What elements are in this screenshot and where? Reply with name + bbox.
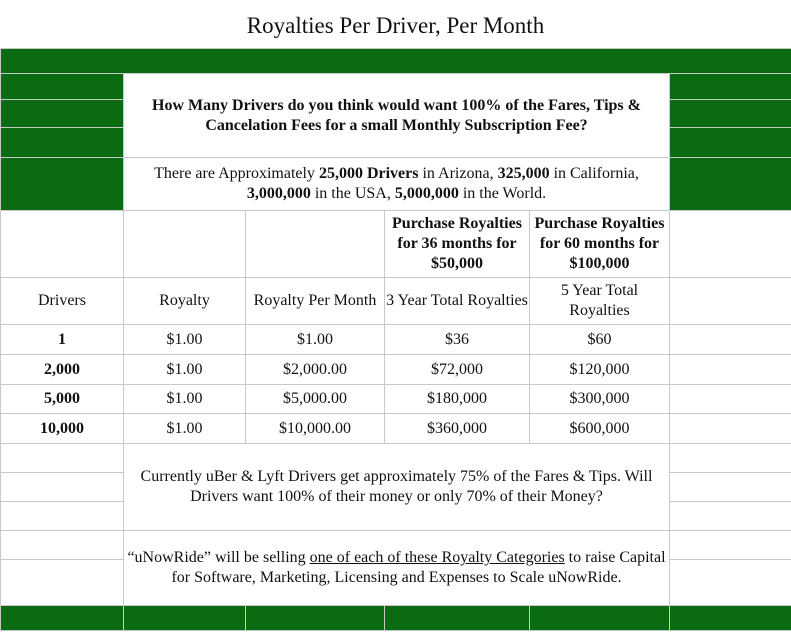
green-band-top: [1, 49, 791, 74]
five-year-cell: $120,000: [530, 355, 670, 385]
per-month-cell: $2,000.00: [246, 355, 385, 385]
summary-text: There are Approximately: [154, 165, 319, 182]
royalty-cell: $1.00: [124, 325, 246, 355]
summary-text: in Arizona,: [418, 165, 498, 182]
empty-cell: [670, 325, 791, 355]
per-month-cell: $10,000.00: [246, 414, 385, 444]
page-title: Royalties Per Driver, Per Month: [246, 13, 545, 38]
empty-cell: [670, 278, 791, 325]
green-side-cell: [670, 128, 791, 158]
purchase-60-header: Purchase Royalties for 60 months for $100,000: [530, 211, 670, 278]
royalty-cell: $1.00: [124, 414, 246, 444]
empty-cell: [670, 560, 791, 606]
per-month-cell: $1.00: [246, 325, 385, 355]
summary-text: in the World.: [458, 185, 547, 202]
summary-bold: 325,000: [497, 165, 550, 182]
green-band-cell: [385, 606, 530, 631]
per-month-cell: $5,000.00: [246, 385, 385, 414]
empty-cell: [246, 211, 385, 278]
comparison-statement: Currently uBer & Lyft Drivers get approximately 75% of the Fares & Tips. Will Drivers want 100% of their money or only 70% of their Money?: [124, 444, 670, 531]
purchase-36-header: Purchase Royalties for 36 months for $50,000: [385, 211, 530, 278]
selling-underlined: one of each of these Royalty Categories: [309, 549, 565, 566]
five-year-cell: $600,000: [530, 414, 670, 444]
empty-cell: [670, 531, 791, 560]
table-row: [1, 325, 791, 355]
green-band-cell: [246, 606, 385, 631]
table-row: [1, 414, 791, 444]
green-band-cell: [1, 606, 124, 631]
selling-text: to raise Capital for Software, Marketing, Licensing and Expenses to Scale uNowRide.: [171, 549, 666, 586]
five-year-cell: $300,000: [530, 385, 670, 414]
drivers-cell: 5,000: [1, 385, 124, 414]
royalty-cell: $1.00: [124, 355, 246, 385]
green-band-cell: [670, 606, 791, 631]
royalty-table: [0, 48, 791, 631]
green-band-cell: [530, 606, 670, 631]
summary-bold: 3,000,000: [246, 185, 311, 202]
summary-text: in the USA,: [310, 185, 395, 202]
empty-cell: [1, 444, 124, 473]
selling-text: “uNowRide” will be selling: [127, 549, 310, 566]
three-year-cell: $36: [385, 325, 530, 355]
table-row: [1, 385, 791, 414]
selling-statement: [124, 531, 670, 606]
table-row: [1, 355, 791, 385]
green-band-bottom: [1, 606, 791, 631]
header-per-month: Royalty Per Month: [246, 278, 385, 325]
five-year-cell: $60: [530, 325, 670, 355]
empty-cell: [1, 502, 124, 531]
empty-cell: [670, 414, 791, 444]
green-side-cell: [670, 74, 791, 100]
drivers-cell: 1: [1, 325, 124, 355]
royalty-cell: $1.00: [124, 385, 246, 414]
summary-text: in California,: [549, 165, 639, 182]
green-side-cell: [1, 128, 124, 158]
header-drivers: Drivers: [1, 278, 124, 325]
drivers-cell: 2,000: [1, 355, 124, 385]
empty-cell: [1, 473, 124, 502]
empty-cell: [670, 444, 791, 473]
green-side-cell: [670, 100, 791, 128]
header-royalty: Royalty: [124, 278, 246, 325]
header-five-year: 5 Year Total Royalties: [530, 278, 670, 325]
green-side-cell: [670, 158, 791, 211]
column-header-row: [1, 278, 791, 325]
empty-cell: [1, 560, 124, 606]
green-side-cell: [1, 74, 124, 100]
empty-cell: [670, 385, 791, 414]
summary-bold: 5,000,000: [394, 185, 459, 202]
summary-bold: 25,000 Drivers: [318, 165, 419, 182]
empty-cell: [124, 211, 246, 278]
empty-cell: [1, 531, 124, 560]
driver-count-summary: [124, 158, 670, 211]
three-year-cell: $360,000: [385, 414, 530, 444]
three-year-cell: $180,000: [385, 385, 530, 414]
empty-cell: [1, 211, 124, 278]
empty-cell: [670, 502, 791, 531]
green-side-cell: [1, 158, 124, 211]
empty-cell: [670, 355, 791, 385]
header-three-year: 3 Year Total Royalties: [385, 278, 530, 325]
question-heading: How Many Drivers do you think would want 100% of the Fares, Tips & Cancelation Fees for a small Monthly Subscription Fee?: [124, 74, 670, 158]
drivers-cell: 10,000: [1, 414, 124, 444]
empty-cell: [670, 211, 791, 278]
green-band: [1, 49, 791, 74]
green-side-cell: [1, 100, 124, 128]
three-year-cell: $72,000: [385, 355, 530, 385]
empty-cell: [670, 473, 791, 502]
green-band-cell: [124, 606, 246, 631]
